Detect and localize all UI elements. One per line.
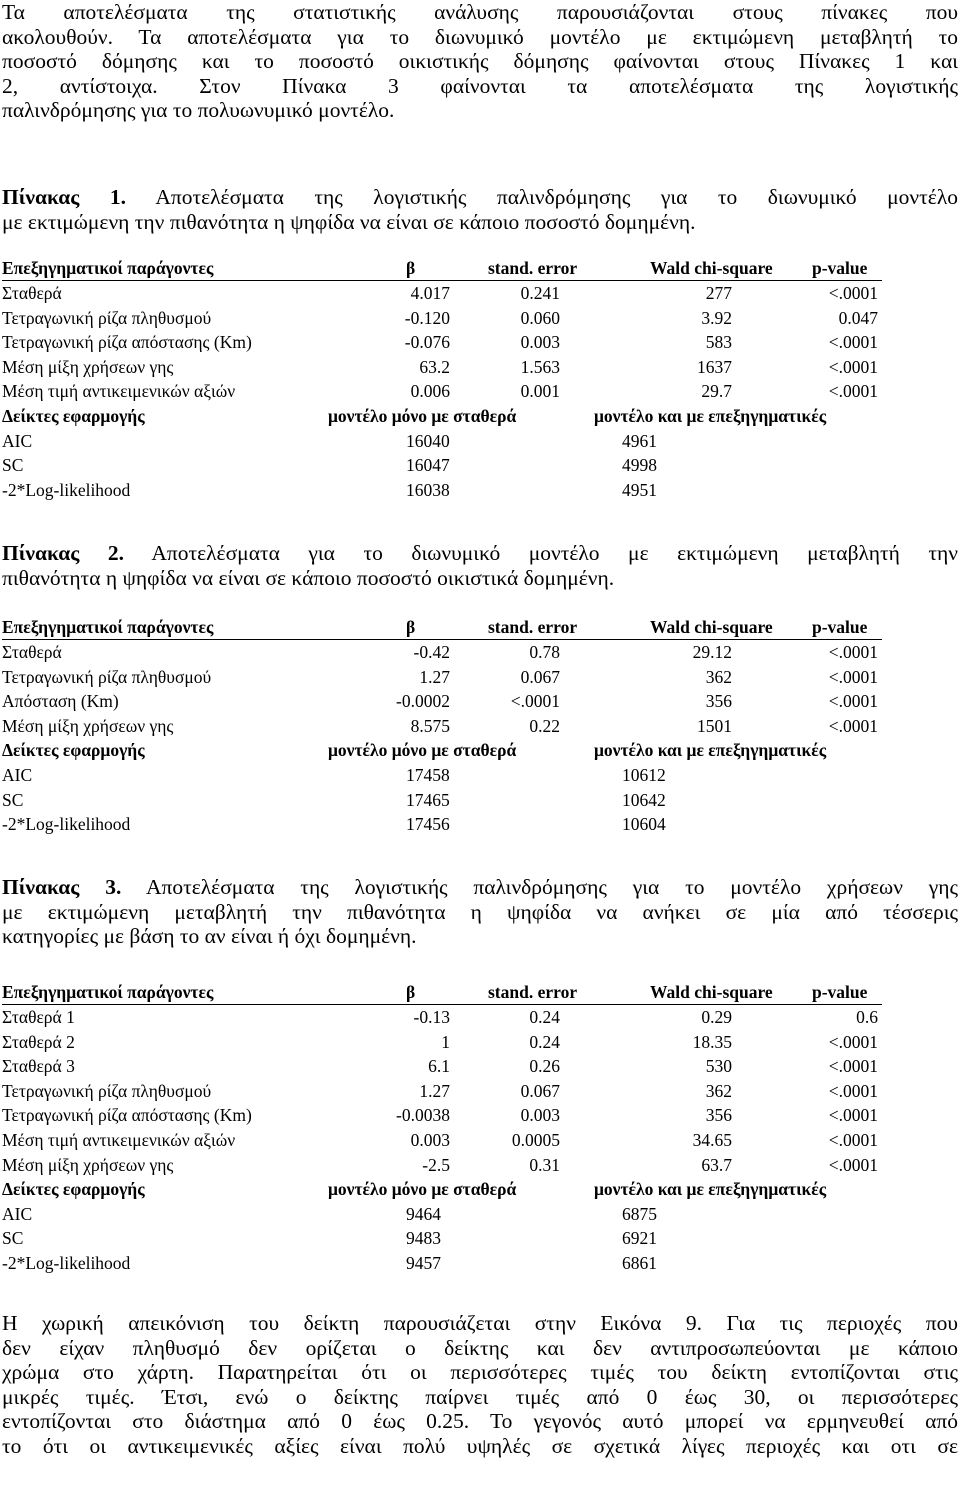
- row-p: <.0001: [828, 381, 878, 402]
- header-beta: β: [406, 258, 416, 278]
- index-name: SC: [2, 789, 24, 810]
- text-line: χρώμα στο χάρτη. Παρατηρείται ότι οι περισσότερες τιμές του δείκτη εντοπίζονται στις: [2, 1360, 958, 1385]
- table-3-caption: [2, 875, 958, 949]
- indices-header: [2, 404, 882, 429]
- header-with-factors: μοντέλο και με επεξηγηματικές: [594, 405, 827, 426]
- table-row: [2, 1103, 882, 1128]
- row-se: 0.001: [520, 381, 560, 402]
- intro-paragraph: [2, 0, 958, 123]
- index-row: [2, 1202, 882, 1227]
- text-line: μικρές τιμές. Έτσι, ενώ ο δείκτης παίρνει τιμές από 0 έως 30, οι περισσότερες: [2, 1384, 958, 1409]
- caption-text: Αποτελέσματα της λογιστικής παλινδρόμησης για το μοντέλο χρήσεων γης: [121, 875, 958, 899]
- table-row: [2, 379, 882, 404]
- index-full: 4951: [622, 479, 657, 500]
- row-name: Σταθερά 3: [2, 1056, 75, 1077]
- header-with-factors: μοντέλο και με επεξηγηματικές: [594, 740, 827, 761]
- row-beta: 6.1: [428, 1056, 450, 1077]
- header-indices: Δείκτες εφαρμογής: [2, 1179, 145, 1200]
- index-name: -2*Log-likelihood: [2, 814, 131, 835]
- row-name: Μέση μίξη χρήσεων γης: [2, 1154, 174, 1175]
- row-beta: -2.5: [422, 1154, 450, 1175]
- table-row: [2, 330, 882, 355]
- row-beta: -0.120: [404, 307, 450, 328]
- table-row: [2, 714, 882, 739]
- table-header: [2, 258, 882, 281]
- table-2-caption: [2, 541, 958, 590]
- index-const: 9457: [406, 1252, 441, 1273]
- row-name: Μέση τιμή αντικειμενικών αξιών: [2, 381, 236, 402]
- row-wald: 583: [705, 332, 732, 353]
- row-p: <.0001: [828, 666, 878, 687]
- row-se: 0.067: [520, 666, 560, 687]
- table-2: [2, 617, 882, 837]
- row-wald: 356: [705, 1105, 732, 1126]
- row-name: Τετραγωνική ρίζα απόστασης (Km): [2, 1105, 252, 1126]
- caption-text: Αποτελέσματα της λογιστικής παλινδρόμησης για το διωνυμικό μοντέλο: [126, 185, 958, 209]
- row-se: 0.78: [529, 642, 560, 662]
- caption-line: πιθανότητα η ψηφίδα να είναι σε κάποιο ποσοστό οικιστικά δομημένη.: [2, 565, 615, 590]
- table-header: [2, 617, 882, 640]
- row-beta: -0.13: [413, 1007, 450, 1027]
- text-line: 2, αντίστοιχα. Στον Πίνακα 3 φαίνονται τα αποτελέσματα της λογιστικής: [2, 73, 958, 98]
- table-label: Πίνακας 3.: [2, 875, 122, 899]
- header-const-only: μοντέλο μόνο με σταθερά: [328, 1179, 517, 1200]
- text-line: Η χωρική απεικόνιση του δείκτη παρουσιάζεται στην Εικόνα 9. Για τις περιοχές που: [2, 1311, 958, 1335]
- row-p: <.0001: [828, 1080, 878, 1101]
- caption-line: [2, 875, 958, 900]
- row-name: Σταθερά: [2, 283, 62, 303]
- row-wald: 29.7: [701, 381, 732, 402]
- header-indices: Δείκτες εφαρμογής: [2, 405, 145, 426]
- header-factors: Επεξηγηματικοί παράγοντες: [2, 982, 214, 1002]
- table-label: Πίνακας 1.: [2, 185, 127, 209]
- row-se: 1.563: [520, 356, 560, 377]
- header-wald: Wald chi-square: [650, 982, 773, 1002]
- header-se: stand. error: [488, 258, 578, 278]
- index-const: 9464: [406, 1203, 441, 1224]
- index-row: [2, 453, 882, 478]
- header-factors: Επεξηγηματικοί παράγοντες: [2, 258, 214, 278]
- header-const-only: μοντέλο μόνο με σταθερά: [328, 740, 517, 761]
- row-wald: 34.65: [692, 1129, 732, 1150]
- row-name: Σταθερά: [2, 642, 62, 662]
- header-factors: Επεξηγηματικοί παράγοντες: [2, 617, 214, 637]
- table-row: [2, 1128, 882, 1153]
- row-p: 0.047: [838, 307, 878, 328]
- row-se: 0.241: [520, 283, 560, 303]
- row-name: Σταθερά 2: [2, 1031, 75, 1052]
- index-name: SC: [2, 1228, 24, 1249]
- table-row: [2, 306, 882, 331]
- table-row: [2, 1005, 882, 1030]
- table-row: [2, 1054, 882, 1079]
- row-wald: 29.12: [692, 642, 732, 662]
- row-se: 0.26: [529, 1056, 560, 1077]
- text-line: ακολουθούν. Τα αποτελέσματα για το διωνυμικό μοντέλο με εκτιμώμενη μεταβλητή το: [2, 24, 958, 49]
- row-wald: 362: [705, 666, 732, 687]
- row-wald: 63.7: [701, 1154, 732, 1175]
- table-row: [2, 1079, 882, 1104]
- row-se: 0.24: [529, 1031, 560, 1052]
- index-full: 6861: [622, 1252, 657, 1273]
- table-row: [2, 281, 882, 306]
- row-wald: 3.92: [701, 307, 732, 328]
- row-se: 0.22: [529, 715, 560, 736]
- index-const: 17465: [406, 789, 450, 810]
- row-p: <.0001: [828, 283, 878, 303]
- caption-line: [2, 541, 958, 566]
- row-beta: 0.006: [410, 381, 450, 402]
- header-p: p-value: [812, 982, 868, 1002]
- row-beta: -0.076: [404, 332, 450, 353]
- row-beta: 63.2: [419, 356, 450, 377]
- row-se: 0.31: [529, 1154, 560, 1175]
- row-p: <.0001: [828, 642, 878, 662]
- row-name: Απόσταση (Km): [2, 691, 119, 712]
- row-p: <.0001: [828, 1031, 878, 1052]
- row-p: <.0001: [828, 691, 878, 712]
- table-label: Πίνακας 2.: [2, 541, 125, 565]
- row-se: 0.003: [520, 1105, 560, 1126]
- index-const: 16047: [406, 455, 450, 476]
- row-se: 0.24: [529, 1007, 560, 1027]
- row-p: <.0001: [828, 332, 878, 353]
- row-se: 0.003: [520, 332, 560, 353]
- row-wald: 1501: [697, 715, 732, 736]
- row-name: Μέση τιμή αντικειμενικών αξιών: [2, 1129, 236, 1150]
- index-row: [2, 812, 882, 837]
- index-name: -2*Log-likelihood: [2, 1252, 131, 1273]
- header-wald: Wald chi-square: [650, 258, 773, 278]
- table-row: [2, 689, 882, 714]
- table-1-caption: [2, 185, 958, 234]
- row-p: <.0001: [828, 1105, 878, 1126]
- text-line: εντοπίζονται στο διάστημα από 0 έως 0.25. Το γεγονός αυτό μπορεί να ερμηνευθεί από: [2, 1409, 958, 1434]
- row-name: Τετραγωνική ρίζα πληθυσμού: [2, 307, 212, 328]
- index-row: [2, 763, 882, 788]
- header-beta: β: [406, 617, 416, 637]
- row-se: <.0001: [510, 691, 560, 712]
- table-row: [2, 1153, 882, 1178]
- row-beta: 1.27: [419, 666, 450, 687]
- indices-header: [2, 1177, 882, 1202]
- header-se: stand. error: [488, 982, 578, 1002]
- header-indices: Δείκτες εφαρμογής: [2, 740, 145, 761]
- header-beta: β: [406, 982, 416, 1002]
- index-const: 17458: [406, 764, 450, 785]
- header-p: p-value: [812, 617, 868, 637]
- index-row: [2, 478, 882, 503]
- caption-line: με εκτιμώμενη μεταβλητή την πιθανότητα η ψηφίδα να ανήκει σε μία από τέσσερις: [2, 899, 958, 924]
- index-name: SC: [2, 455, 24, 476]
- table-1: [2, 258, 882, 502]
- indices-header: [2, 738, 882, 763]
- row-name: Τετραγωνική ρίζα πληθυσμού: [2, 1080, 212, 1101]
- text-line: παλινδρόμησης για το πολυωνυμικό μοντέλο.: [2, 98, 395, 123]
- index-full: 10612: [622, 764, 666, 785]
- index-name: AIC: [2, 1203, 33, 1224]
- row-beta: 4.017: [410, 283, 450, 303]
- text-line: ποσοστό δόμησης και το ποσοστό οικιστικής δόμησης φαίνονται στους Πίνακες 1 και: [2, 49, 958, 74]
- index-row: [2, 1226, 882, 1251]
- caption-line: κατηγορίες με βάση το αν είναι ή όχι δομημένη.: [2, 924, 417, 949]
- row-se: 0.060: [520, 307, 560, 328]
- row-name: Μέση μίξη χρήσεων γης: [2, 715, 174, 736]
- index-full: 4961: [622, 430, 657, 451]
- index-const: 9483: [406, 1228, 441, 1249]
- row-beta: 0.003: [410, 1129, 450, 1150]
- header-se: stand. error: [488, 617, 578, 637]
- index-name: AIC: [2, 430, 33, 451]
- header-with-factors: μοντέλο και με επεξηγηματικές: [594, 1179, 827, 1200]
- row-wald: 18.35: [692, 1031, 732, 1052]
- row-name: Τετραγωνική ρίζα πληθυσμού: [2, 666, 212, 687]
- outro-paragraph: [2, 1311, 958, 1459]
- row-wald: 530: [705, 1056, 732, 1077]
- text-line: το ότι οι αντικειμενικές αξίες είναι πολύ υψηλές σε σχετικά λίγες περιοχές και οτι σε: [2, 1433, 958, 1458]
- index-full: 6875: [622, 1203, 657, 1224]
- row-se: 0.0005: [511, 1129, 560, 1150]
- row-wald: 1637: [697, 356, 732, 377]
- index-row: [2, 429, 882, 454]
- row-p: <.0001: [828, 1129, 878, 1150]
- row-name: Μέση μίξη χρήσεων γης: [2, 356, 174, 377]
- row-name: Τετραγωνική ρίζα απόστασης (Km): [2, 332, 252, 353]
- header-p: p-value: [812, 258, 868, 278]
- row-beta: -0.0038: [396, 1105, 450, 1126]
- table-3: [2, 982, 882, 1276]
- caption-line: [2, 185, 958, 210]
- header-wald: Wald chi-square: [650, 617, 773, 637]
- index-full: 10604: [622, 814, 666, 835]
- row-se: 0.067: [520, 1080, 560, 1101]
- index-const: 16038: [406, 479, 450, 500]
- row-name: Σταθερά 1: [2, 1007, 75, 1027]
- caption-line: με εκτιμώμενη την πιθανότητα η ψηφίδα να είναι σε κάποιο ποσοστό δομημένη.: [2, 209, 696, 234]
- row-beta: 1.27: [419, 1080, 450, 1101]
- table-row: [2, 355, 882, 380]
- row-p: <.0001: [828, 356, 878, 377]
- row-beta: 8.575: [410, 715, 450, 736]
- row-p: <.0001: [828, 715, 878, 736]
- header-const-only: μοντέλο μόνο με σταθερά: [328, 405, 517, 426]
- table-row: [2, 665, 882, 690]
- index-full: 6921: [622, 1228, 657, 1249]
- text-line: δεν είχαν πληθυσμό δεν ορίζεται ο δείκτης και δεν αντιπροσωπεύονται με κάποιο: [2, 1335, 958, 1360]
- row-beta: -0.0002: [396, 691, 450, 712]
- row-p: <.0001: [828, 1154, 878, 1175]
- index-name: -2*Log-likelihood: [2, 479, 131, 500]
- row-beta: 1: [441, 1031, 450, 1052]
- row-wald: 356: [705, 691, 732, 712]
- table-row: [2, 640, 882, 665]
- row-p: 0.6: [856, 1007, 878, 1027]
- row-p: <.0001: [828, 1056, 878, 1077]
- index-row: [2, 788, 882, 813]
- index-const: 17456: [406, 814, 450, 835]
- index-full: 4998: [622, 455, 657, 476]
- table-row: [2, 1030, 882, 1055]
- index-const: 16040: [406, 430, 450, 451]
- index-name: AIC: [2, 764, 33, 785]
- table-header: [2, 982, 882, 1005]
- caption-text: Αποτελέσματα για το διωνυμικό μοντέλο με εκτιμώμενη μεταβλητή την: [124, 541, 958, 565]
- row-beta: -0.42: [413, 642, 450, 662]
- index-row: [2, 1251, 882, 1276]
- row-wald: 277: [705, 283, 732, 303]
- row-wald: 362: [705, 1080, 732, 1101]
- text-line: Τα αποτελέσματα της στατιστικής ανάλυσης παρουσιάζονται στους πίνακες που: [2, 0, 958, 24]
- index-full: 10642: [622, 789, 666, 810]
- row-wald: 0.29: [701, 1007, 732, 1027]
